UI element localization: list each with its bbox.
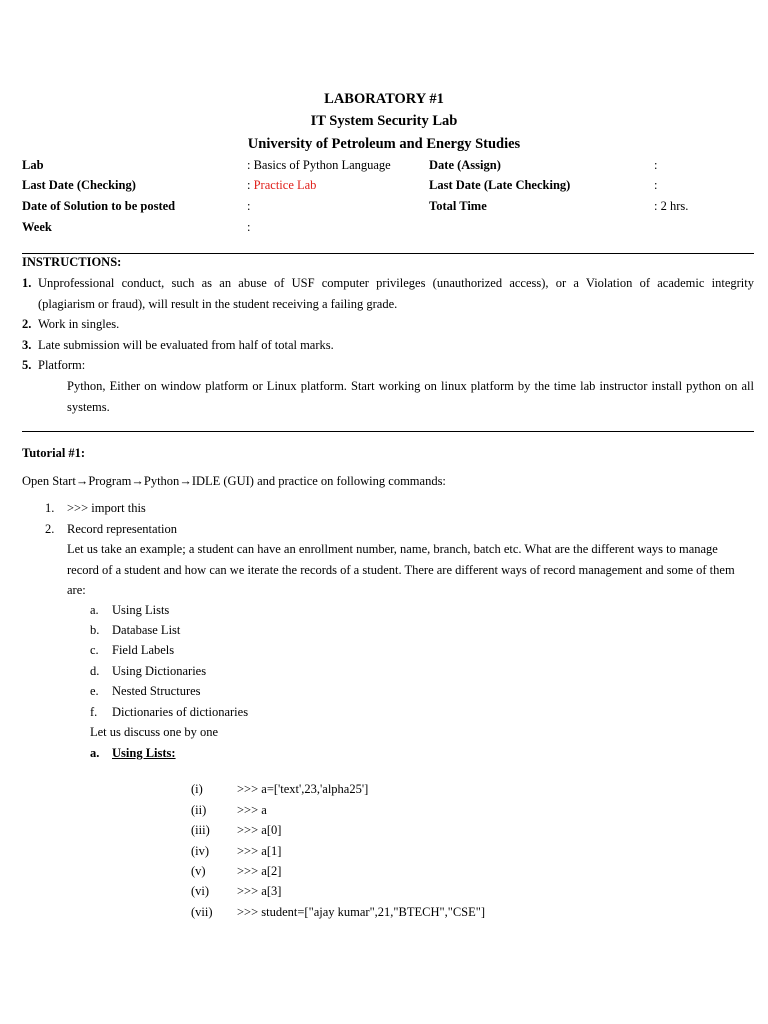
- way-text: Field Labels: [112, 643, 175, 657]
- course-title: IT System Security Lab: [310, 113, 458, 129]
- last-date-value-row: [247, 178, 316, 193]
- step-number: 2.: [45, 522, 55, 536]
- instructions-heading: INSTRUCTIONS:: [22, 255, 122, 269]
- lab-value: : Basics of Python Language: [247, 158, 391, 172]
- solution-date-value: :: [247, 199, 251, 213]
- example-paragraph: record of a student and how can we iterate the records of a student. There are different ways of record management and some of them: [67, 563, 735, 577]
- date-assign-value: :: [654, 158, 658, 172]
- step-text: >>> import this: [67, 501, 146, 515]
- lab-title: LABORATORY #1: [324, 91, 444, 107]
- platform-description: Python, Either on window platform or Linux platform. Start working on linux platform by the time lab instructor install python on all: [67, 379, 754, 393]
- total-time-label: Total Time: [429, 199, 487, 213]
- way-letter: d.: [90, 664, 100, 678]
- step-number: 1.: [45, 501, 55, 515]
- step-text: Record representation: [67, 522, 178, 536]
- section-a-letter: a.: [90, 746, 100, 760]
- instruction-text: Late submission will be evaluated from half of total marks.: [38, 338, 334, 352]
- way-letter: e.: [90, 684, 99, 698]
- way-text: Using Lists: [112, 603, 170, 617]
- instruction-num: 1.: [22, 276, 32, 290]
- arrow-icon: →: [179, 474, 192, 488]
- way-text: Using Dictionaries: [112, 664, 207, 678]
- command-code: >>> a[0]: [237, 823, 282, 837]
- discuss-text: Let us discuss one by one: [90, 725, 219, 739]
- instruction-num: 5.: [22, 358, 32, 372]
- command-numeral: (v): [191, 864, 206, 878]
- way-letter: b.: [90, 623, 100, 637]
- solution-date-label: Date of Solution to be posted: [22, 199, 176, 213]
- example-paragraph: are:: [67, 583, 86, 597]
- last-date-label: Last Date (Checking): [22, 178, 136, 192]
- practice-lab-value: Practice Lab: [253, 178, 317, 192]
- week-label: Week: [22, 220, 52, 234]
- divider-bottom: [22, 431, 754, 432]
- command-code: >>> a=['text',23,'alpha25']: [237, 782, 369, 796]
- way-letter: a.: [90, 603, 99, 617]
- command-code: >>> a: [237, 803, 267, 817]
- arrow-icon: →: [131, 474, 144, 488]
- section-a-title: Using Lists:: [112, 746, 176, 760]
- late-checking-value: :: [654, 178, 658, 192]
- way-letter: c.: [90, 643, 99, 657]
- late-checking-label: Last Date (Late Checking): [429, 178, 571, 192]
- command-numeral: (ii): [191, 803, 207, 817]
- command-numeral: (iii): [191, 823, 210, 837]
- platform-description: systems.: [67, 400, 110, 414]
- instruction-text: (plagiarism or fraud), will result in the student receiving a failing grade.: [38, 297, 398, 311]
- divider-top: [22, 253, 754, 254]
- command-numeral: (vii): [191, 905, 213, 919]
- instruction-num: 3.: [22, 338, 32, 352]
- open-instruction: Open Start→Program→Python→IDLE (GUI) and practice on following commands:: [22, 474, 446, 488]
- command-code: >>> a[3]: [237, 884, 282, 898]
- command-code: >>> a[1]: [237, 844, 282, 858]
- total-time-value: : 2 hrs.: [654, 199, 689, 213]
- arrow-icon: →: [75, 474, 89, 488]
- command-numeral: (vi): [191, 884, 210, 898]
- last-date-colon: :: [247, 178, 251, 192]
- command-numeral: (iv): [191, 844, 210, 858]
- lab-label: Lab: [22, 158, 44, 172]
- instruction-text: Platform:: [38, 358, 86, 372]
- tutorial-heading: Tutorial #1:: [22, 446, 86, 460]
- example-paragraph: Let us take an example; a student can have an enrollment number, name, branch, batch etc. What are the different ways to manage: [67, 542, 718, 556]
- instruction-text: Work in singles.: [38, 317, 120, 331]
- instruction-text: Unprofessional conduct, such as an abuse of USF computer privileges (unauthorized access), or a Violation of academic integrity: [38, 276, 754, 290]
- week-value: :: [247, 220, 251, 234]
- command-numeral: (i): [191, 782, 203, 796]
- university-title: University of Petroleum and Energy Studies: [247, 136, 521, 152]
- way-text: Database List: [112, 623, 181, 637]
- way-text: Dictionaries of dictionaries: [112, 705, 249, 719]
- instruction-num: 2.: [22, 317, 32, 331]
- way-letter: f.: [90, 705, 98, 719]
- way-text: Nested Structures: [112, 684, 201, 698]
- command-code: >>> student=["ajay kumar",21,"BTECH","CSE"]: [237, 905, 486, 919]
- command-code: >>> a[2]: [237, 864, 282, 878]
- date-assign-label: Date (Assign): [429, 158, 501, 172]
